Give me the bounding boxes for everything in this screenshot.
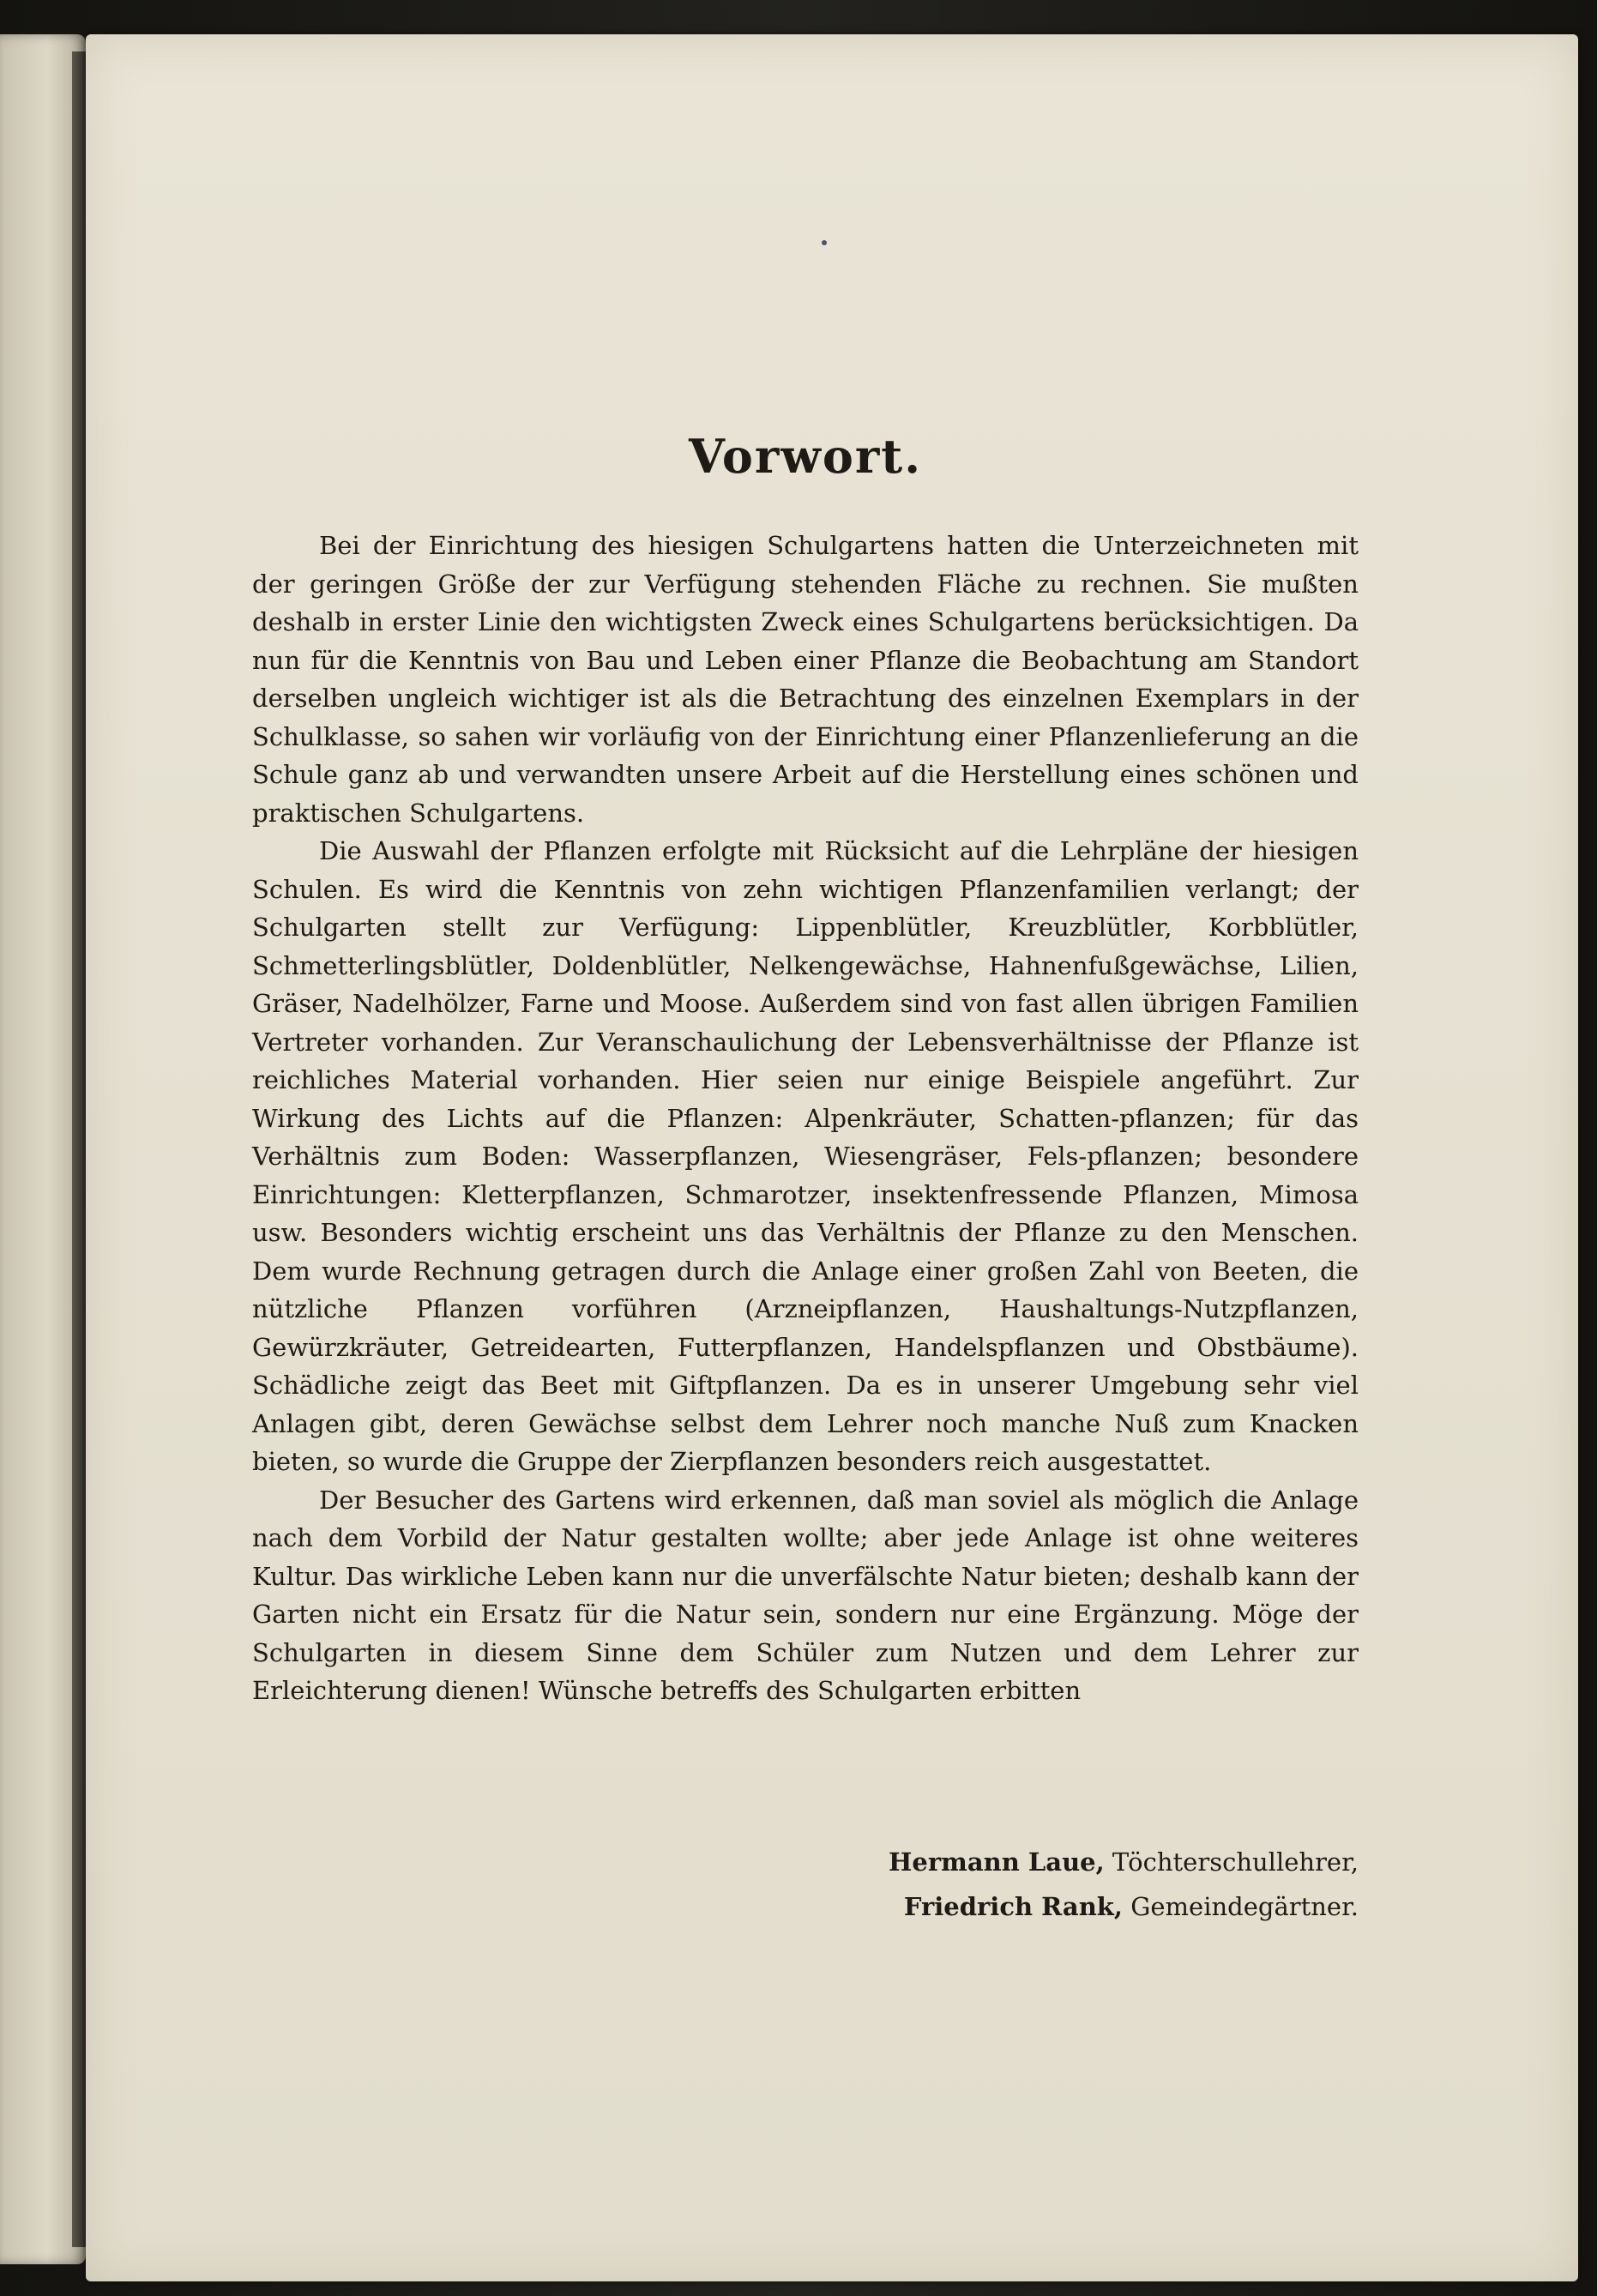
signature-line [252, 1884, 1359, 1929]
page-title: Vorwort. [688, 429, 923, 484]
signature-block [252, 1840, 1359, 1929]
signature-name: Friedrich Rank, [903, 1892, 1123, 1921]
signature-name: Hermann Laue, [889, 1847, 1105, 1877]
paragraph-intro: Bei der Einrichtung des hiesigen Schulgartens hatten die Unterzeichneten mit der geringen Größe der zur Verfügung stehenden Fläche zu rechnen. Sie mußten deshalb in erster Linie den wichtigsten Zweck eines Schulgartens berücksichtigen. Da nun für die Kenntnis von Bau und Leben einer Pflanze die Beobachtung am Standort derselben ungleich wichtiger ist als die Betrachtung des einzelnen Exemplars in der Schulklasse, so sahen wir vorläufig von der Einrichtung einer Pflanzenlieferung an die Schule ganz ab und verwandten unsere Arbeit auf die Herstellung eines schönen und praktischen Schulgartens. [252, 531, 1359, 828]
signature-line [252, 1840, 1359, 1884]
signature-role: Töchterschullehrer, [1112, 1847, 1359, 1877]
signature-role: Gemeindegärtner. [1130, 1892, 1359, 1921]
paragraph-closing: Der Besucher des Gartens wird erkennen, daß man soviel als möglich die Anlage nach dem Vorbild der Natur gestalten wollte; aber jede Anlage ist ohne weiteres Kultur. Das wirkliche Leben kann nur die unverfälschte Natur bieten; deshalb kann der Garten nicht ein Ersatz für die Natur sein, sondern nur eine Ergänzung. Möge der Schulgarten in diesem Sinne dem Schüler zum Nutzen und dem Lehrer zur Erleichterung dienen! Wünsche betreffs des Schulgarten erbitten [252, 1485, 1359, 1705]
page-content [252, 429, 1359, 1710]
paragraph-plant-selection: Die Auswahl der Pflanzen erfolgte mit Rücksicht auf die Lehrpläne der hiesigen Schulen. Es wird die Kenntnis von zehn wichtigen Pflanzenfamilien verlangt; der Schulgarten stellt zur Verfügung: Lippenblütler, Kreuzblütler, Korbblütler, Schmetterlingsblütler, Doldenblütler, Nelkengewächse, Hahnenfußgewächse, Lilien, Gräser, Nadelhölzer, Farne und Moose. Außerdem sind von fast allen übrigen Familien Vertreter vorhanden. Zur Veranschaulichung der Lebensverhältnisse der Pflanze ist reichliches Material vorhanden. Hier seien nur einige Beispiele angeführt. Zur Wirkung des Lichts auf die Pflanzen: Alpenkräuter, Schatten-pflanzen; für das Verhältnis zum Boden: Wasserpflanzen, Wiesengräser, Fels-pflanzen; besondere Einrichtungen: Kletterpflanzen, Schmarotzer, insektenfressende Pflanzen, Mimosa usw. Besonders wichtig erscheint uns das Verhältnis der Pflanze zu den Menschen. Dem wurde Rechnung getragen durch die Anlage einer großen Zahl von Beeten, die nützliche Pflanzen vorführen (Arzneipflanzen, Haushaltungs-Nutzpflanzen, Gewürzkräuter, Getreidearten, Futterpflanzen, Handelspflanzen und Obstbäume). Schädliche zeigt das Beet mit Giftpflanzen. Da es in unserer Umgebung sehr viel Anlagen gibt, deren Gewächse selbst dem Lehrer noch manche Nuß zum Knacken bieten, so wurde die Gruppe der Zierpflanzen besonders reich ausgestattet. [252, 836, 1359, 1476]
ink-speck [822, 240, 827, 245]
